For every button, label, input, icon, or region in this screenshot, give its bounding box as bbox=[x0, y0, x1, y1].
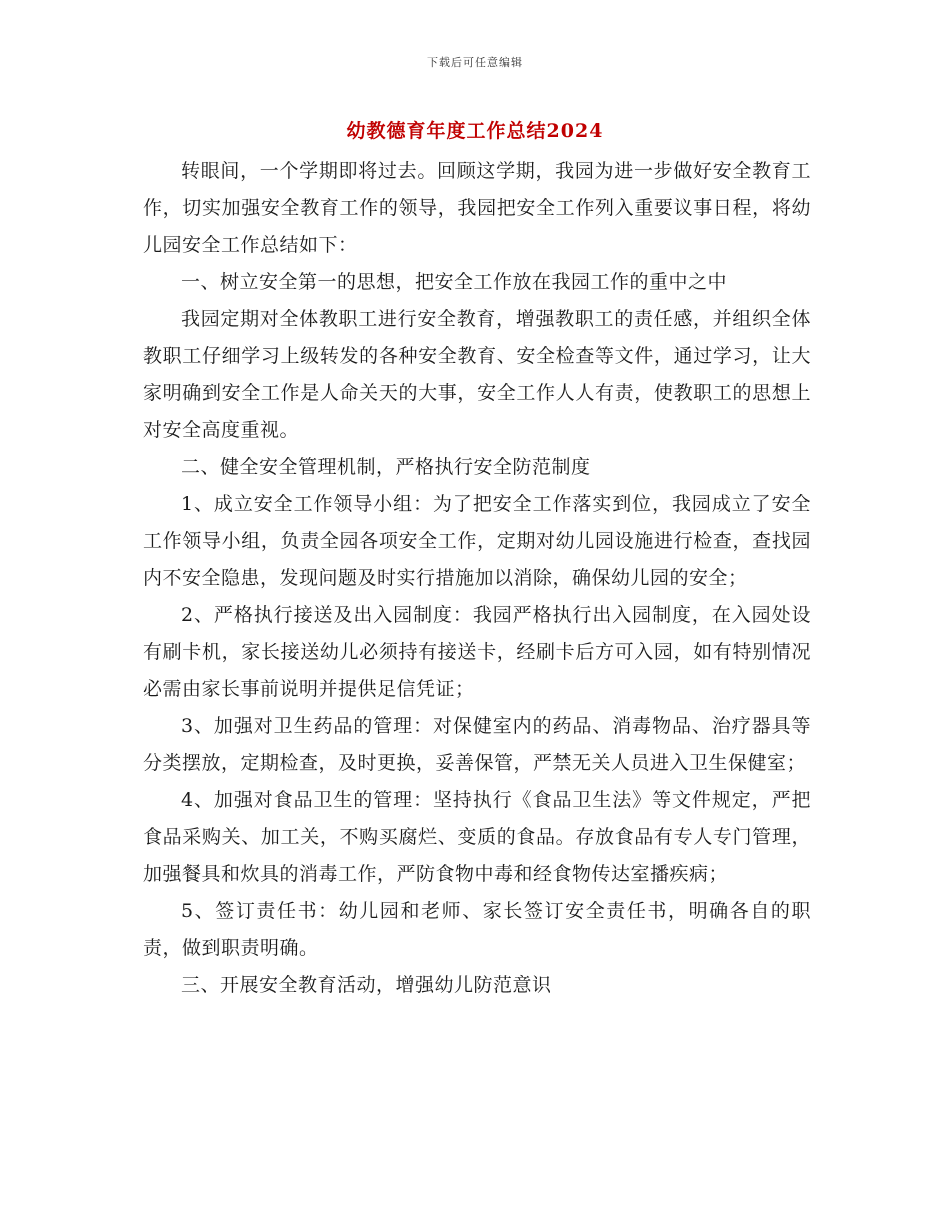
paragraph-section-1: 我园定期对全体教职工进行安全教育，增强教职工的责任感，并组织全体教职工仔细学习上级转发的各种安全教育、安全检查等文件，通过学习，让大家明确到安全工作是人命关天的大事，安全工作人人有责，使教职工的思想上对安全高度重视。 bbox=[143, 308, 811, 441]
document-title: 幼教德育年度工作总结2024 bbox=[346, 120, 604, 142]
paragraph-item-3: 3、加强对卫生药品的管理：对保健室内的药品、消毒物品、治疗器具等分类摆放，定期检查，及时更换，妥善保管，严禁无关人员进入卫生保健室； bbox=[143, 715, 811, 774]
page-header-note: 下载后可任意编辑 bbox=[427, 56, 523, 69]
paragraph-intro: 转眼间，一个学期即将过去。回顾这学期，我园为进一步做好安全教育工作，切实加强安全教育工作的领导，我园把安全工作列入重要议事日程，将幼儿园安全工作总结如下： bbox=[143, 160, 811, 256]
paragraph-item-1: 1、成立安全工作领导小组：为了把安全工作落实到位，我园成立了安全工作领导小组，负责全园各项安全工作，定期对幼儿园设施进行检查，查找园内不安全隐患，发现问题及时实行措施加以消除，确保幼儿园的安全； bbox=[143, 493, 811, 589]
section-heading-3: 三、开展安全教育活动，增强幼儿防范意识 bbox=[181, 974, 552, 996]
document-body bbox=[143, 153, 811, 1004]
paragraph-item-2: 2、严格执行接送及出入园制度：我园严格执行出入园制度，在入园处设有刷卡机，家长接送幼儿必须持有接送卡，经刷卡后方可入园，如有特别情况必需由家长事前说明并提供足信凭证； bbox=[143, 604, 811, 700]
section-heading-1: 一、树立安全第一的思想，把安全工作放在我园工作的重中之中 bbox=[181, 271, 728, 293]
section-heading-2: 二、健全安全管理机制，严格执行安全防范制度 bbox=[181, 456, 591, 478]
paragraph-item-5: 5、签订责任书：幼儿园和老师、家长签订安全责任书，明确各自的职责，做到职责明确。 bbox=[143, 900, 811, 959]
paragraph-item-4: 4、加强对食品卫生的管理：坚持执行《食品卫生法》等文件规定，严把食品采购关、加工关，不购买腐烂、变质的食品。存放食品有专人专门管理，加强餐具和炊具的消毒工作，严防食物中毒和经食物传达室播疾病； bbox=[143, 789, 811, 885]
